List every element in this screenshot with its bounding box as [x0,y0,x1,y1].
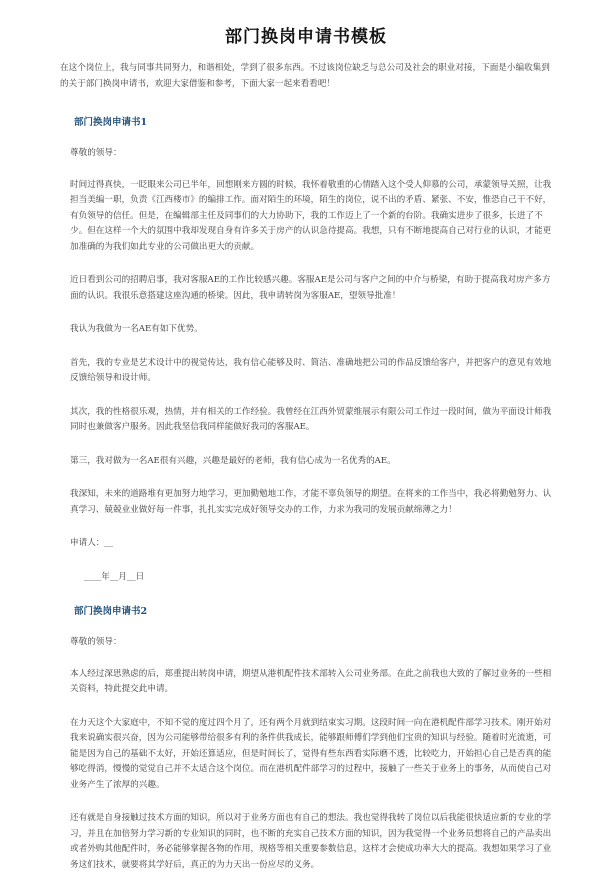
letter1-greeting: 尊敬的领导： [70,148,122,158]
letter1-date: ____年__月__日 [84,571,145,582]
letter1-applicant: 申请人：__ [70,538,113,548]
letter1-paragraph: 时间过得真快，一眨眼来公司已半年，回想刚来方圆的时候，我怀着敬重的心情踏入这个受人仰慕的公司，承蒙领导关照，让我担当美编一职，负责《江西楼市》的编排工作。面对陌生的环境，陌生的岗位，说不出的矛盾、紧张、不安，惟恐自己干不好，有负领导的信任。但是，在编辑部主任及同事们的大力协助下，我的工作迈上了一个新的台阶。我确实进步了很多，长进了不少。但在这样一个大的氛围中我却发现自身有许多关于房产的认识急待提高。我想，只有不断地提高自己对行业的认识，才能更加准确的为我们如此专业的公司做出更大的贡献。 [70,179,552,252]
intro-paragraph: 在这个岗位上，我与同事共同努力，和谐相处，学到了很多东西。不过该岗位缺乏与总公司及社会的职业对接，下面是小编收集到的关于部门换岗申请书，欢迎大家借鉴和参考，下面大家一起来看看吧！ [60,63,550,89]
letter1-paragraph: 我深知，未来的道路堆有更加努力地学习，更加勤勉地工作，才能不辜负领导的期望。在将来的工作当中，我必将勤勉努力、认真学习、兢兢业业做好每一件事，扎扎实实完成好领导交办的工作，力求为我司的发展贡献绵薄之力！ [70,489,552,515]
letter1-paragraph: 首先，我的专业是艺术设计中的视觉传达，我有信心能够及时、简洁、准确地把公司的作品反馈给客户，并把客户的意见有效地反馈给领导和设计师。 [70,357,552,383]
letter1-paragraph: 其次，我的性格很乐观，热情，并有相关的工作经验。我曾经在江西外贸蒙维展示有限公司工作过一段时间，做为平面设计师我同时也兼做客户服务。因此我坚信我同样能做好我司的客服AE。 [70,406,552,432]
letter1-paragraph: 我认为我做为一名AE有如下优势。 [70,324,203,334]
letter2-heading: 部门换岗申请书2 [74,606,148,617]
letter1-heading: 部门换岗申请书1 [74,117,148,128]
page-title: 部门换岗申请书模板 [225,27,387,47]
letter2-paragraph: 在力天这个大家庭中，不知不觉的度过四个月了，还有两个月就到结束实习期。这段时间一向在港机配件部学习技术。刚开始对我来说确实很兴奋，因为公司能够带给很多有利的条件供我成长，能够跟师傅们学到他们宝贵的知识与经验。随着时光流逝，可能是因为自己的基础不太好，开始还算适应，但是时间长了，觉得有些东西看实际磨不透，比较吃力，开始担心自己是否真的能够吃得消，慢慢的觉觉自己并不太适合这个岗位。而在港机配件部学习的过程中，接触了一些关于业务上的事务，从而使自己对业务产生了浓厚的兴趣。 [70,717,552,790]
letter1-paragraph: 近日看到公司的招聘启事，我对客服AE的工作比较感兴趣。客服AE是公司与客户之间的中介与桥梁，有助于提高我对房产多方面的认识。我很乐意搭建这座沟通的桥梁。因此，我申请转岗为客服AE，望领导批准！ [70,275,551,301]
letter2-paragraph: 本人经过深思熟虑的后，郑重提出转岗申请，期望从港机配件技术部转入公司业务部。在此之前我也大致的了解过业务的一些相关资料，特此提交此申请。 [70,668,552,694]
letter2-greeting: 尊敬的领导： [70,637,122,647]
letter2-paragraph: 还有就是自身接触过技术方面的知识，所以对于业务方面也有自己的想法。我也觉得我转了岗位以后我能很快适应新的专业的学习，并且在加倍努力学习新的专业知识的同时，也不断的充实自己技术方面的知识，因为我觉得一个业务员想将自己的产品卖出或者外购其他配件时，务必能够掌握各物的作用，规格等相关重要参数信息，这样才会使成功率大大的提高。我想如果学习了业务这们技术，就要将其学好后，真正的为力天出一份应尽的义务。 [70,813,552,870]
letter1-paragraph: 第三，我对做为一名AE很有兴趣，兴趣是最好的老师，我有信心成为一名优秀的AE。 [70,455,396,466]
